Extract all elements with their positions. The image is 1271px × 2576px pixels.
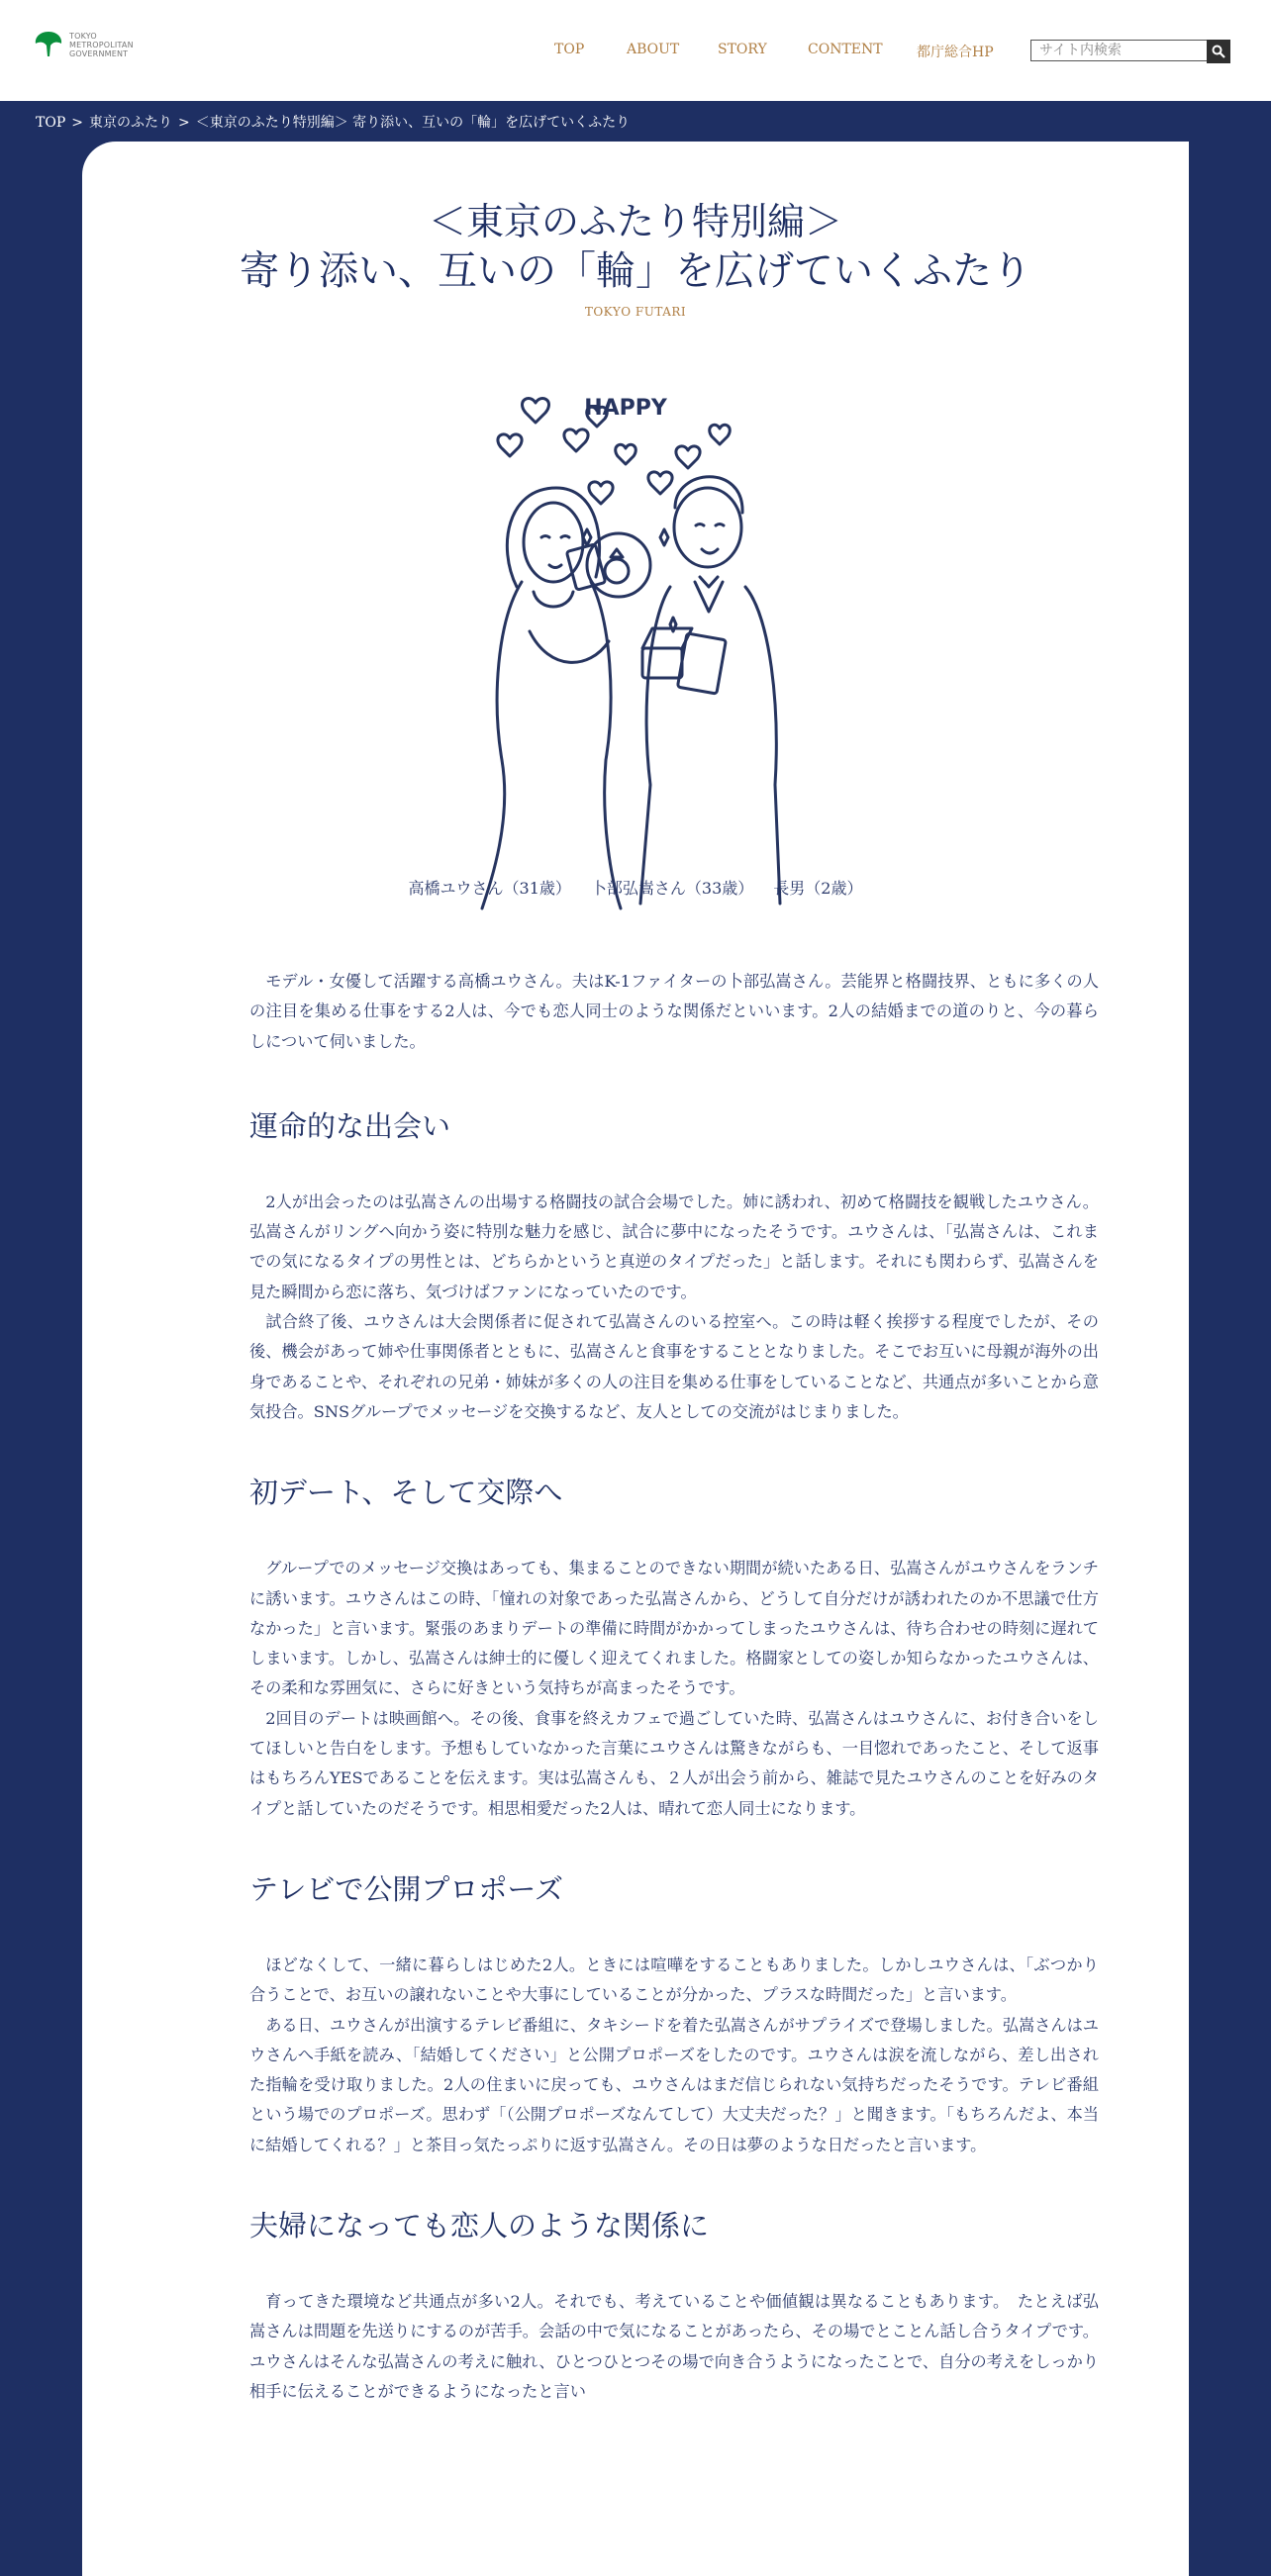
nav-story[interactable]: STORY xyxy=(718,42,767,57)
article-intro: モデル・女優して活躍する高橋ユウさん。夫はK-1ファイターの卜部弘嵩さん。芸能界と格闘技界、ともに多くの人の注目を集める仕事をする2人は、今でも恋人同士のような関係だといいます。2人の結婚までの道のりと、今の暮らしについて伺いました。 xyxy=(249,972,1099,1051)
search-input[interactable] xyxy=(1030,40,1208,61)
couple-illustration xyxy=(423,379,819,933)
section-heading: 初デート、そして交際へ xyxy=(249,1476,563,1510)
section-paragraph: ほどなくして、一緒に暮らしはじめた2人。ときには喧嘩をすることもありました。しかしユウさんは、「ぶつかり合うことで、お互いの譲れないことや大事にしていることが分かった、プラスな時間だった」と言います。 xyxy=(249,1955,1099,2005)
nav-tocho-hp[interactable]: 都庁総合HP xyxy=(917,45,994,60)
article-title-line1: ＜東京のふたり特別編＞ xyxy=(428,200,842,243)
section-first-date xyxy=(249,1475,1099,1824)
section-heading: 夫婦になっても恋人のような関係に xyxy=(249,2209,710,2243)
tokyo-metropolitan-logo[interactable] xyxy=(34,30,143,63)
search-button[interactable] xyxy=(1207,40,1230,63)
name-husband: 卜部弘嵩さん（33歳） xyxy=(590,879,754,898)
logo-text: TOKYO METROPOLITAN GOVERNMENT xyxy=(69,32,134,58)
interviewee-names xyxy=(82,876,1189,899)
section-heading: 運命的な出会い xyxy=(249,1108,451,1143)
article-subtitle: TOKYO FUTARI xyxy=(584,305,687,319)
article-card xyxy=(82,142,1189,2576)
section-paragraph: 2回目のデートは映画館へ。その後、食事を終えカフェで過ごしていた時、弘嵩さんはユウさんに、お付き合いをしてほしいと告白をします。予想もしていなかった言葉にユウさんは驚きながらも、一目惚れであったこと、そして返事はもちろんYESであることを伝えます。実は弘嵩さんも、２人が出会う前から、雑誌で見たユウさんのことを好みのタイプと話していたのだそうです。相思相愛だった2人は、晴れて恋人同士になります。 xyxy=(249,1708,1099,1818)
section-paragraph: 育ってきた環境など共通点が多い2人。それでも、考えていることや価値観は異なることもあります。 たとえば弘嵩さんは問題を先送りにするのが苦手。会話の中で気になることがあったら、その場でとことん話し合うタイプです。ユウさんはそんな弘嵩さんの考えに触れ、ひとつひとつその場で向き合うようになったことで、自分の考えをしっかり相手に伝えることができるようになったと言い xyxy=(249,2292,1099,2401)
section-paragraph: ある日、ユウさんが出演するテレビ番組に、タキシードを着た弘嵩さんがサプライズで登場しました。弘嵩さんはユウさんへ手紙を読み、「結婚してください」と公開プロポーズをしたのです。ユウさんは涙を流しながら、差し出された指輪を受け取りました。2人の住まいに戻っても、ユウさんはまだ信じられない気持ちだったそうです。テレビ番組という場でのプロポーズ。思わず「（公開プロポーズなんてして）大丈夫だった？」と聞きます。「もちろんだよ、本当に結婚してくれる？」と茶目っ気たっぷりに返す弘嵩さん。その日は夢のような日だったと言います。 xyxy=(249,2015,1099,2154)
section-heading: テレビで公開プロポーズ xyxy=(249,1871,563,1906)
breadcrumb-separator: > xyxy=(71,115,83,131)
section-paragraph: グループでのメッセージ交換はあっても、集まることのできない期間が続いたある日、弘嵩さんがユウさんをランチに誘います。ユウさんはこの時、「憧れの対象であった弘嵩さんから、どうして自分だけが誘われたのか不思議で仕方なかった」と言います。緊張のあまりデートの準備に時間がかかってしまったユウさんは、待ち合わせの時刻に遅れてしまいます。しかし、弘嵩さんは紳士的に優しく迎えてくれました。格闘家としての姿しか知らなかったユウさんは、その柔和な雰囲気に、さらに好きという気持ちが高まったそうです。 xyxy=(249,1559,1099,1698)
name-wife: 高橋ユウさん（31歳） xyxy=(408,879,571,898)
article-content xyxy=(249,967,1099,2454)
section-paragraph: 試合終了後、ユウさんは大会関係者に促されて弘嵩さんのいる控室へ。この時は軽く挨拶する程度でしたが、その後、機会があって姉や仕事関係者とともに、弘嵩さんと食事をすることとなりました。そこでお互いに母親が海外の出身であることや、それぞれの兄弟・姉妹が多くの人の注目を集める仕事をしていることなど、共通点が多いことから意気投合。SNSグループでメッセージを交換するなど、友人としての交流がはじまりました。 xyxy=(249,1312,1099,1421)
site-search xyxy=(1030,40,1228,63)
breadcrumb-current: ＜東京のふたり特別編＞ 寄り添い、互いの「輪」を広げていくふたり xyxy=(195,115,631,131)
site-header xyxy=(0,0,1271,101)
breadcrumb-separator: > xyxy=(177,115,190,131)
breadcrumb-futari[interactable]: 東京のふたり xyxy=(88,115,172,131)
article-title-line2: 寄り添い、互いの「輪」を広げていくふたり xyxy=(240,248,1031,294)
section-married-lovers xyxy=(249,2208,1099,2407)
illustration-happy-text: HAPPY xyxy=(584,396,667,421)
breadcrumb-top[interactable]: TOP xyxy=(36,115,66,131)
nav-about[interactable]: ABOUT xyxy=(627,42,680,57)
search-icon xyxy=(1212,45,1225,58)
section-fateful-meeting xyxy=(249,1108,1099,1427)
nav-content[interactable]: CONTENT xyxy=(808,42,883,57)
ginkgo-leaf-icon xyxy=(34,30,63,59)
nav-top[interactable]: TOP xyxy=(554,42,585,57)
name-son: 長男（2歳） xyxy=(773,879,863,898)
breadcrumb xyxy=(36,112,630,132)
section-paragraph: 2人が出会ったのは弘嵩さんの出場する格闘技の試合会場でした。姉に誘われ、初めて格闘技を観戦したユウさん。弘嵩さんがリングへ向かう姿に特別な魅力を感じ、試合に夢中になったそうです。ユウさんは、「弘嵩さんは、これまでの気になるタイプの男性とは、どちらかというと真逆のタイプだった」と話します。それにも関わらず、弘嵩さんを見た瞬間から恋に落ち、気づけばファンになっていたのです。 xyxy=(249,1192,1099,1301)
section-tv-proposal xyxy=(249,1871,1099,2160)
